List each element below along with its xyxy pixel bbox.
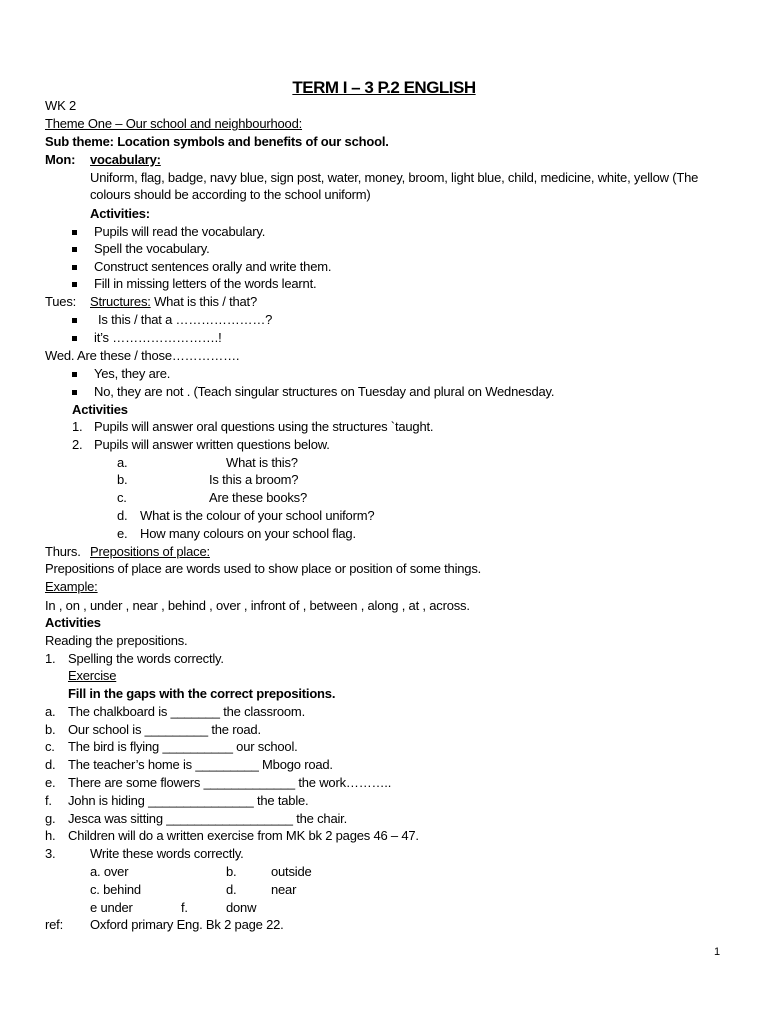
ref-label: ref:: [45, 917, 63, 932]
tues-item: Is this / that a …………………?: [98, 312, 273, 327]
vocab-line-2: colours should be according to the school uniform): [90, 187, 371, 202]
gap-letter: d.: [45, 757, 56, 772]
tues-item: it’s …………………….!: [94, 330, 222, 345]
question-text: How many colours on your school flag.: [140, 526, 356, 541]
bullet-icon: [72, 258, 77, 275]
wed-item: Yes, they are.: [94, 366, 171, 381]
question-text: What is the colour of your school uniform?: [140, 508, 375, 523]
question-letter: e.: [117, 526, 128, 541]
wed-activities-label: Activities: [72, 402, 128, 417]
gap-letter: b.: [45, 722, 56, 737]
structures-line: [90, 293, 257, 310]
structures-heading: Structures:: [90, 294, 151, 309]
list-number: 3.: [45, 846, 56, 861]
page-title: TERM I – 3 P.2 ENGLISH: [292, 78, 476, 97]
word-letter: b.: [226, 864, 237, 879]
gap-sentence: Children will do a written exercise from MK bk 2 pages 46 – 47.: [68, 828, 419, 843]
exercise-label: Exercise: [68, 668, 117, 683]
question-text: Is this a broom?: [209, 472, 299, 487]
theme-heading: Theme One – Our school and neighbourhood:: [45, 116, 303, 131]
wed-line: Wed. Are these / those…………….: [45, 348, 240, 363]
question-text: What is this?: [226, 455, 298, 470]
question-letter: a.: [117, 455, 128, 470]
gap-sentence: Jesca was sitting __________________ the chair.: [68, 811, 347, 826]
thurs-label: Thurs.: [45, 544, 81, 559]
gap-letter: h.: [45, 828, 56, 843]
bullet-icon: [72, 223, 77, 240]
structures-text: What is this / that?: [150, 294, 258, 309]
list-number: 2.: [72, 437, 83, 452]
wed-activity: Pupils will answer written questions below.: [94, 437, 330, 452]
gap-sentence: John is hiding _______________ the table.: [68, 793, 309, 808]
gap-sentence: The teacher’s home is _________ Mbogo road.: [68, 757, 333, 772]
vocabulary-heading: vocabulary:: [90, 152, 161, 167]
example-label: Example:: [45, 579, 98, 594]
question-letter: d.: [117, 508, 128, 523]
question-letter: c.: [117, 490, 127, 505]
list-number: 1.: [72, 419, 83, 434]
page-number: 1: [714, 946, 720, 958]
word-item: donw: [226, 900, 257, 915]
bullet-icon: [72, 365, 77, 382]
mon-activity: Construct sentences orally and write them.: [94, 259, 332, 274]
gap-sentence: The chalkboard is _______ the classroom.: [68, 704, 305, 719]
word-item: near: [271, 882, 297, 897]
word-letter: f.: [181, 900, 188, 915]
word-item: outside: [271, 864, 312, 879]
gap-sentence: There are some flowers _____________ the work………..: [68, 775, 392, 790]
gap-letter: a.: [45, 704, 56, 719]
ref-text: Oxford primary Eng. Bk 2 page 22.: [90, 917, 284, 932]
spelling-line: Spelling the words correctly.: [68, 651, 224, 666]
list-number: 1.: [45, 651, 56, 666]
bullet-icon: [72, 240, 77, 257]
reading-line: Reading the prepositions.: [45, 633, 188, 648]
gap-letter: c.: [45, 739, 55, 754]
wed-activity: Pupils will answer oral questions using the structures `taught.: [94, 419, 434, 434]
gap-sentence: The bird is flying __________ our school.: [68, 739, 298, 754]
wed-item: No, they are not . (Teach singular structures on Tuesday and plural on Wednesday.: [94, 384, 555, 399]
word-item: a. over: [90, 864, 129, 879]
mon-activity: Pupils will read the vocabulary.: [94, 224, 266, 239]
mon-activities-label: Activities:: [90, 206, 150, 221]
question-text: Are these books?: [209, 490, 307, 505]
bullet-icon: [72, 383, 77, 400]
bullet-icon: [72, 311, 77, 328]
gap-letter: e.: [45, 775, 56, 790]
vocab-line-1: Uniform, flag, badge, navy blue, sign post, water, money, broom, light blue, child, medicine, white, yellow (The: [90, 170, 699, 185]
prepositions-list: In , on , under , near , behind , over , infront of , between , along , at , across.: [45, 598, 470, 613]
bullet-icon: [72, 275, 77, 292]
prepositions-heading: Prepositions of place:: [90, 544, 210, 559]
gap-sentence: Our school is _________ the road.: [68, 722, 261, 737]
sub-theme: Sub theme: Location symbols and benefits of our school.: [45, 134, 389, 149]
mon-activity: Fill in missing letters of the words learnt.: [94, 276, 317, 291]
week-label: WK 2: [45, 98, 76, 113]
gap-letter: f.: [45, 793, 52, 808]
word-item: e under: [90, 900, 133, 915]
fill-heading: Fill in the gaps with the correct prepositions.: [68, 686, 336, 701]
bullet-icon: [72, 329, 77, 346]
thurs-activities-label: Activities: [45, 615, 101, 630]
mon-activity: Spell the vocabulary.: [94, 241, 210, 256]
prepositions-definition: Prepositions of place are words used to show place or position of some things.: [45, 561, 482, 576]
word-item: c. behind: [90, 882, 141, 897]
tues-label: Tues:: [45, 294, 77, 309]
mon-label: Mon:: [45, 152, 76, 167]
word-letter: d.: [226, 882, 237, 897]
question-letter: b.: [117, 472, 128, 487]
write-words-line: Write these words correctly.: [90, 846, 244, 861]
gap-letter: g.: [45, 811, 56, 826]
